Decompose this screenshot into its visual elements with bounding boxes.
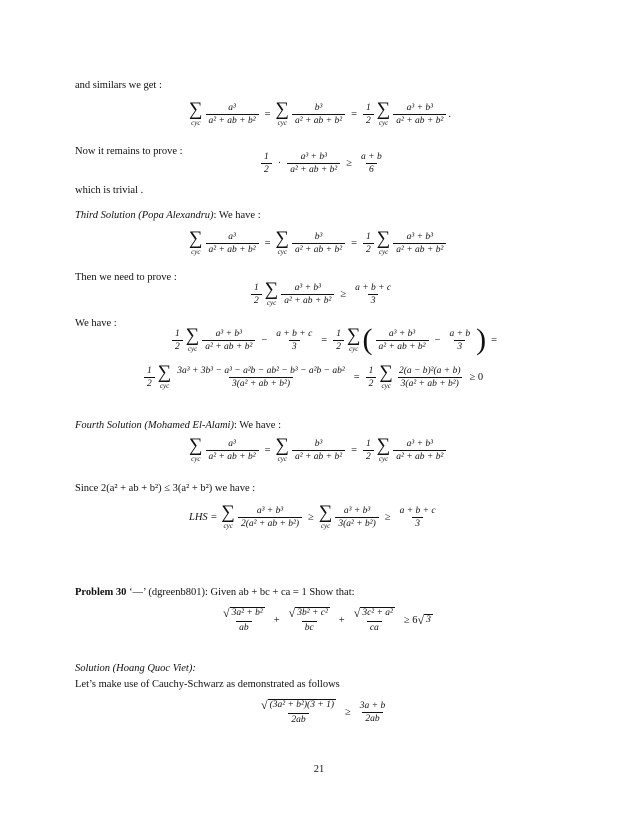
- sum-symbol: ∑ cyc: [189, 435, 203, 463]
- fraction: √ (3a² + b²)(3 + 1) 2ab: [261, 698, 335, 725]
- sum-symbol: ∑ cyc: [275, 228, 290, 256]
- sqrt: √ 3b² + c²: [288, 606, 328, 620]
- sum-symbol: ∑ cyc: [189, 228, 203, 256]
- fraction: $\frac{3a + b}{2ab}$: [359, 700, 386, 724]
- fraction-half: $\frac{1}{2}$: [251, 283, 262, 306]
- text-since: Since 2(a² + ab + b²) ≤ 3(a² + b²) we have :: [75, 483, 256, 494]
- text-then-prove: Then we need to prove :: [75, 272, 177, 283]
- sum-symbol: ∑ cyc: [189, 99, 203, 127]
- fraction: $\frac{\text{3a³ + 3b³ − a³ − a²b − ab² − b³ − a²b − ab²}}{\text{3(a² + ab + b²)}}$: [177, 365, 345, 389]
- fraction: $\frac{a + b + c}{3}$: [276, 328, 313, 352]
- text-remains: Now it remains to prove :: [75, 146, 183, 157]
- fraction: $\frac{\text{a³ + b³}}{\text{a² + ab + b²}}$: [281, 283, 334, 306]
- sqrt: √ 3c² + a²: [353, 606, 393, 620]
- fourth-solution-heading: Fourth Solution (Mohamed El-Alami): We have :: [75, 420, 282, 431]
- equation-8: LHS = ∑ cyc $\frac{\text{a³ + b³}}{\text{2(a² + ab + b²)}}$ ≥ ∑ cyc $\frac{\text{a³ + b³}}{\text{3(a² + b²)}}$ ≥ $\frac{a + b + c}{3}$: [189, 504, 441, 530]
- fraction-half: $\frac{1}{2}$: [366, 366, 377, 389]
- equation-9: √ 3a² + b² ab + √ 3b² + c² bc + √ 3c² + a² ca ≥ 6 √ 3: [218, 607, 433, 633]
- fraction: $\frac{\text{b³}}{\text{a² + ab + b²}}$: [292, 103, 345, 126]
- fraction: √ 3c² + a² ca: [353, 606, 393, 633]
- page-number: 21: [313, 764, 325, 775]
- fraction-half: $\frac{1}{2}$: [363, 439, 374, 462]
- third-solution-heading: Third Solution (Popa Alexandru): We have :: [75, 210, 261, 221]
- sum-symbol: ∑ cyc: [275, 99, 290, 127]
- fraction: $\frac{a + b}{3}$: [449, 328, 471, 352]
- sum-symbol: ∑ cyc: [185, 325, 200, 353]
- text-cauchy: Let’s make use of Cauchy-Schwarz as demonstrated as follows: [75, 679, 340, 690]
- fraction: $\frac{\text{a³}}{\text{a² + ab + b²}}$: [206, 439, 259, 462]
- equation-6: $\frac{1}{2}$ ∑ cyc $\frac{\text{3a³ + 3b³ − a³ − a²b − ab² − b³ − a²b − ab²}}{\text{3(a² + ab + b²)}}$ = $\frac{1}{2}$ ∑ cyc $\frac{\text{2(a − b)²(a + b)}}{\text{3(a² + ab + b²)}}$ ≥ 0: [142, 364, 487, 390]
- fraction: $\frac{\text{a³ + b³}}{\text{a² + ab + b²}}$: [376, 329, 429, 352]
- sum-symbol: ∑ cyc: [275, 435, 290, 463]
- fraction: $\frac{\text{a³ + b³}}{\text{2(a² + ab + b²)}}$: [238, 506, 302, 529]
- sqrt: √ (3a² + b²)(3 + 1): [261, 698, 335, 712]
- sum-symbol: ∑ cyc: [379, 362, 393, 390]
- fraction: $\frac{a + b + c}{3}$: [355, 282, 392, 306]
- equation-10: √ (3a² + b²)(3 + 1) 2ab ≥ $\frac{3a + b}{2ab}$: [256, 699, 390, 725]
- fraction-half: $\frac{1}{2}$: [144, 366, 155, 389]
- fraction: $\frac{\text{a³ + b³}}{\text{a² + ab + b²}}$: [287, 152, 340, 175]
- fraction: $\frac{\text{a³ + b³}}{\text{a² + ab + b²}}$: [393, 439, 446, 462]
- sum-symbol: ∑ cyc: [157, 362, 172, 390]
- sum-symbol: ∑ cyc: [264, 279, 279, 307]
- text-similars: and similars we get :: [75, 80, 162, 91]
- fraction: $\frac{a + b}{6}$: [361, 152, 382, 175]
- fraction: $\frac{\text{b³}}{\text{a² + ab + b²}}$: [292, 439, 345, 462]
- equation-1: ∑ cyc $\frac{\text{a³}}{\text{a² + ab + b²}}$ = ∑ cyc $\frac{\text{b³}}{\text{a² + ab + b²}}$ = $\frac{1}{2}$ ∑ cyc $\frac{\text{a³ + b³}}{\text{a² + ab + b²}}$ .: [189, 99, 451, 127]
- sum-symbol: ∑ cyc: [376, 435, 391, 463]
- sum-symbol: ∑ cyc: [346, 325, 361, 353]
- fraction: $\frac{a + b + c}{3}$: [399, 505, 436, 529]
- fraction: $\frac{\text{a³}}{\text{a² + ab + b²}}$: [206, 232, 259, 255]
- fraction-half: $\frac{1}{2}$: [363, 103, 374, 126]
- equation-5: $\frac{1}{2}$ ∑ cyc $\frac{\text{a³ + b³}}{\text{a² + ab + b²}}$ − $\frac{a + b + c}{3}$ = $\frac{1}{2}$ ∑ cyc ( $\frac{\text{a³ + b³}}{\text{a² + ab + b²}}$ − $\frac{a + b}{3}$ ) =: [170, 327, 501, 353]
- fraction: $\frac{\text{a³ + b³}}{\text{a² + ab + b²}}$: [393, 103, 446, 126]
- text-trivial: which is trivial .: [75, 185, 144, 196]
- sum-symbol: ∑ cyc: [221, 502, 235, 530]
- fraction-half: $\frac{1}{2}$: [172, 329, 183, 352]
- sum-symbol: ∑ cyc: [318, 502, 333, 530]
- fraction: $\frac{\text{a³ + b³}}{\text{3(a² + b²)}}$: [335, 506, 378, 529]
- sum-symbol: ∑ cyc: [376, 99, 391, 127]
- text-we-have: We have :: [75, 318, 117, 329]
- fraction-half: $\frac{1}{2}$: [261, 152, 272, 175]
- sqrt: √ 3: [417, 613, 431, 627]
- solution-heading: Solution (Hoang Quoc Viet):: [75, 663, 196, 674]
- fraction: $\frac{\text{2(a − b)²(a + b)}}{\text{3(a² + ab + b²)}}$: [398, 365, 461, 389]
- fraction: $\frac{\text{b³}}{\text{a² + ab + b²}}$: [292, 232, 345, 255]
- problem-30-statement: Problem 30 ‘—’ (dgreenb801): Given ab + bc + ca = 1 Show that:: [75, 587, 355, 598]
- equation-4: $\frac{1}{2}$ ∑ cyc $\frac{\text{a³ + b³}}{\text{a² + ab + b²}}$ ≥ $\frac{a + b + c}{3}$: [249, 281, 396, 307]
- fraction: $\frac{\text{a³ + b³}}{\text{a² + ab + b²}}$: [393, 232, 446, 255]
- equation-3: ∑ cyc $\frac{\text{a³}}{\text{a² + ab + b²}}$ = ∑ cyc $\frac{\text{b³}}{\text{a² + ab + b²}}$ = $\frac{1}{2}$ ∑ cyc $\frac{\text{a³ + b³}}{\text{a² + ab + b²}}$: [188, 230, 448, 256]
- sqrt: √ 3a² + b²: [223, 606, 263, 620]
- fraction: $\frac{\text{a³}}{\text{a² + ab + b²}}$: [206, 103, 259, 126]
- fraction: √ 3b² + c² bc: [288, 606, 328, 633]
- equation-2: $\frac{1}{2}$ · $\frac{\text{a³ + b³}}{\text{a² + ab + b²}}$ ≥ $\frac{a + b}{6}$: [259, 152, 387, 175]
- fraction: $\frac{\text{a³ + b³}}{\text{a² + ab + b²}}$: [202, 329, 255, 352]
- equation-7: ∑ cyc $\frac{\text{a³}}{\text{a² + ab + b²}}$ = ∑ cyc $\frac{\text{b³}}{\text{a² + ab + b²}}$ = $\frac{1}{2}$ ∑ cyc $\frac{\text{a³ + b³}}{\text{a² + ab + b²}}$: [188, 437, 448, 463]
- fraction: √ 3a² + b² ab: [223, 606, 263, 633]
- fraction-half: $\frac{1}{2}$: [363, 232, 374, 255]
- fraction-half: $\frac{1}{2}$: [333, 329, 344, 352]
- sum-symbol: ∑ cyc: [376, 228, 391, 256]
